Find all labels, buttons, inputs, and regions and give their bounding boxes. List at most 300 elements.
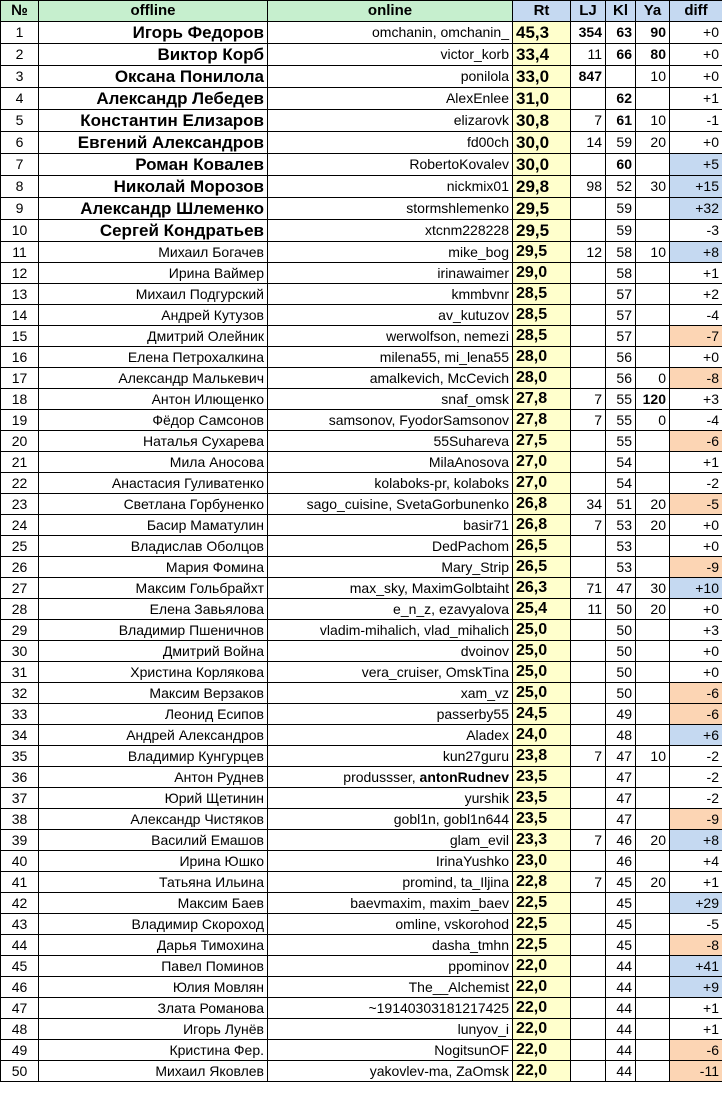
cell-ya: 30 — [636, 578, 670, 599]
table-row — [1, 176, 722, 198]
cell-rt: 22,0 — [513, 1040, 571, 1061]
cell-rt: 28,0 — [513, 347, 571, 368]
cell-rt: 22,5 — [513, 893, 571, 914]
cell-num: 36 — [1, 767, 39, 788]
table-row — [1, 1040, 722, 1061]
cell-lj — [571, 725, 606, 746]
cell-diff: +0 — [670, 132, 722, 154]
cell-diff: +3 — [670, 389, 722, 410]
cell-offline: Дарья Тимохина — [39, 935, 268, 956]
cell-diff: +0 — [670, 66, 722, 88]
cell-kl: 47 — [606, 578, 636, 599]
cell-lj — [571, 1019, 606, 1040]
cell-online: basir71 — [268, 515, 513, 536]
cell-rt: 25,0 — [513, 641, 571, 662]
cell-ya: 20 — [636, 830, 670, 851]
cell-num: 35 — [1, 746, 39, 767]
cell-diff: -7 — [670, 326, 722, 347]
cell-offline: Басир Маматулин — [39, 515, 268, 536]
cell-online: promind, ta_Iljina — [268, 872, 513, 893]
cell-online: Mary_Strip — [268, 557, 513, 578]
cell-kl: 59 — [606, 198, 636, 220]
cell-ya — [636, 767, 670, 788]
cell-rt: 30,0 — [513, 132, 571, 154]
cell-kl: 50 — [606, 641, 636, 662]
cell-online: gobl1n, gobl1n644 — [268, 809, 513, 830]
cell-online: 55Suhareva — [268, 431, 513, 452]
cell-ya — [636, 704, 670, 725]
cell-kl: 59 — [606, 220, 636, 242]
cell-diff: -2 — [670, 767, 722, 788]
cell-online: omline, vskorohod — [268, 914, 513, 935]
cell-kl: 47 — [606, 809, 636, 830]
cell-offline: Дмитрий Война — [39, 641, 268, 662]
cell-online: baevmaxim, maxim_baev — [268, 893, 513, 914]
table-row — [1, 515, 722, 536]
cell-online: werwolfson, nemezi — [268, 326, 513, 347]
table-row — [1, 198, 722, 220]
cell-diff: -8 — [670, 935, 722, 956]
cell-diff: +9 — [670, 977, 722, 998]
cell-kl: 46 — [606, 851, 636, 872]
cell-offline: Александр Чистяков — [39, 809, 268, 830]
cell-lj — [571, 368, 606, 389]
cell-offline: Михаил Подгурский — [39, 284, 268, 305]
cell-rt: 22,0 — [513, 998, 571, 1019]
table-row — [1, 809, 722, 830]
cell-online: e_n_z, ezavyalova — [268, 599, 513, 620]
cell-offline: Светлана Горбуненко — [39, 494, 268, 515]
cell-num: 42 — [1, 893, 39, 914]
table-row — [1, 1019, 722, 1040]
cell-diff: -11 — [670, 1061, 722, 1082]
cell-online: The__Alchemist — [268, 977, 513, 998]
cell-diff: +0 — [670, 44, 722, 66]
cell-num: 33 — [1, 704, 39, 725]
cell-ya — [636, 725, 670, 746]
cell-num: 19 — [1, 410, 39, 431]
cell-kl: 53 — [606, 536, 636, 557]
cell-rt: 33,4 — [513, 44, 571, 66]
cell-diff: +1 — [670, 452, 722, 473]
cell-offline: Николай Морозов — [39, 176, 268, 198]
cell-online: kolaboks-pr, kolaboks — [268, 473, 513, 494]
cell-lj — [571, 935, 606, 956]
header-kl: Kl — [606, 1, 636, 22]
cell-online: max_sky, MaximGolbtaiht — [268, 578, 513, 599]
cell-diff: -2 — [670, 746, 722, 767]
table-row — [1, 132, 722, 154]
cell-rt: 31,0 — [513, 88, 571, 110]
table-row — [1, 935, 722, 956]
cell-lj — [571, 683, 606, 704]
cell-lj — [571, 154, 606, 176]
cell-num: 27 — [1, 578, 39, 599]
table-row — [1, 788, 722, 809]
cell-num: 45 — [1, 956, 39, 977]
cell-rt: 33,0 — [513, 66, 571, 88]
cell-diff: +1 — [670, 88, 722, 110]
cell-num: 9 — [1, 198, 39, 220]
cell-ya — [636, 1061, 670, 1082]
cell-num: 47 — [1, 998, 39, 1019]
cell-lj — [571, 809, 606, 830]
cell-rt: 29,0 — [513, 263, 571, 284]
cell-num: 24 — [1, 515, 39, 536]
table-row — [1, 284, 722, 305]
cell-online: glam_evil — [268, 830, 513, 851]
cell-lj: 12 — [571, 242, 606, 263]
header-rt: Rt — [513, 1, 571, 22]
table-row — [1, 368, 722, 389]
cell-online: DedPachom — [268, 536, 513, 557]
cell-ya: 20 — [636, 132, 670, 154]
cell-online: AlexEnlee — [268, 88, 513, 110]
cell-offline: Юрий Щетинин — [39, 788, 268, 809]
cell-ya: 0 — [636, 410, 670, 431]
table-row — [1, 452, 722, 473]
cell-diff: -6 — [670, 431, 722, 452]
table-row — [1, 578, 722, 599]
cell-online: mike_bog — [268, 242, 513, 263]
cell-ya — [636, 998, 670, 1019]
cell-kl: 45 — [606, 872, 636, 893]
cell-lj: 7 — [571, 389, 606, 410]
cell-rt: 25,0 — [513, 620, 571, 641]
cell-rt: 22,5 — [513, 914, 571, 935]
table-row — [1, 431, 722, 452]
cell-online: xtcnm228228 — [268, 220, 513, 242]
table-row — [1, 220, 722, 242]
cell-lj: 34 — [571, 494, 606, 515]
header-offline: offline — [39, 1, 268, 22]
cell-online: milena55, mi_lena55 — [268, 347, 513, 368]
cell-online: omchanin, omchanin_ — [268, 22, 513, 44]
cell-num: 30 — [1, 641, 39, 662]
cell-kl: 53 — [606, 515, 636, 536]
cell-ya — [636, 977, 670, 998]
cell-diff: -4 — [670, 305, 722, 326]
cell-online: NogitsunOF — [268, 1040, 513, 1061]
cell-rt: 22,0 — [513, 1061, 571, 1082]
table-row — [1, 44, 722, 66]
cell-kl: 44 — [606, 977, 636, 998]
table-row — [1, 110, 722, 132]
cell-offline: Василий Емашов — [39, 830, 268, 851]
table-row — [1, 893, 722, 914]
cell-ya — [636, 851, 670, 872]
online-handle-bold: antonRudnev — [419, 769, 509, 785]
cell-num: 20 — [1, 431, 39, 452]
header-num: № — [1, 1, 39, 22]
online-handle: produssser, — [343, 769, 420, 785]
cell-ya — [636, 620, 670, 641]
cell-diff: +0 — [670, 536, 722, 557]
cell-rt: 23,8 — [513, 746, 571, 767]
cell-kl: 56 — [606, 368, 636, 389]
cell-rt: 28,5 — [513, 326, 571, 347]
table-row — [1, 704, 722, 725]
cell-rt: 30,0 — [513, 154, 571, 176]
cell-lj — [571, 914, 606, 935]
table-row — [1, 1061, 722, 1082]
cell-diff: +1 — [670, 872, 722, 893]
cell-num: 7 — [1, 154, 39, 176]
cell-rt: 28,0 — [513, 368, 571, 389]
cell-lj: 14 — [571, 132, 606, 154]
cell-rt: 27,5 — [513, 431, 571, 452]
cell-rt: 22,8 — [513, 872, 571, 893]
cell-ya: 20 — [636, 494, 670, 515]
cell-ya: 90 — [636, 22, 670, 44]
cell-kl: 56 — [606, 347, 636, 368]
cell-rt: 27,0 — [513, 452, 571, 473]
cell-kl: 59 — [606, 132, 636, 154]
cell-kl: 57 — [606, 284, 636, 305]
cell-rt: 27,0 — [513, 473, 571, 494]
cell-online: victor_korb — [268, 44, 513, 66]
cell-ya — [636, 473, 670, 494]
cell-ya — [636, 1019, 670, 1040]
cell-online: IrinaYushko — [268, 851, 513, 872]
table-row — [1, 22, 722, 44]
cell-rt: 26,8 — [513, 515, 571, 536]
cell-ya — [636, 893, 670, 914]
cell-online: elizarovk — [268, 110, 513, 132]
cell-lj — [571, 473, 606, 494]
cell-ya — [636, 326, 670, 347]
cell-num: 1 — [1, 22, 39, 44]
cell-num: 46 — [1, 977, 39, 998]
table-row — [1, 473, 722, 494]
cell-diff: -9 — [670, 557, 722, 578]
table-row — [1, 830, 722, 851]
cell-ya — [636, 88, 670, 110]
cell-kl: 54 — [606, 452, 636, 473]
cell-kl: 62 — [606, 88, 636, 110]
cell-lj: 11 — [571, 599, 606, 620]
cell-kl: 50 — [606, 620, 636, 641]
cell-rt: 26,8 — [513, 494, 571, 515]
cell-num: 2 — [1, 44, 39, 66]
cell-offline: Александр Лебедев — [39, 88, 268, 110]
cell-diff: -3 — [670, 220, 722, 242]
cell-offline: Павел Поминов — [39, 956, 268, 977]
cell-rt: 23,5 — [513, 767, 571, 788]
cell-diff: -6 — [670, 1040, 722, 1061]
cell-ya — [636, 536, 670, 557]
cell-num: 10 — [1, 220, 39, 242]
cell-lj — [571, 263, 606, 284]
cell-num: 34 — [1, 725, 39, 746]
table-row — [1, 536, 722, 557]
table-row — [1, 66, 722, 88]
cell-diff: +1 — [670, 263, 722, 284]
table-row — [1, 872, 722, 893]
cell-rt: 29,8 — [513, 176, 571, 198]
cell-lj: 11 — [571, 44, 606, 66]
cell-num: 41 — [1, 872, 39, 893]
cell-offline: Роман Ковалев — [39, 154, 268, 176]
cell-online: kun27guru — [268, 746, 513, 767]
cell-ya: 20 — [636, 515, 670, 536]
cell-lj — [571, 198, 606, 220]
header-online: online — [268, 1, 513, 22]
header-ya: Ya — [636, 1, 670, 22]
cell-diff: -9 — [670, 809, 722, 830]
cell-offline: Игорь Федоров — [39, 22, 268, 44]
cell-lj: 7 — [571, 830, 606, 851]
cell-ya — [636, 263, 670, 284]
cell-ya — [636, 914, 670, 935]
cell-ya — [636, 1040, 670, 1061]
cell-diff: +6 — [670, 725, 722, 746]
cell-diff: +0 — [670, 662, 722, 683]
cell-kl: 55 — [606, 431, 636, 452]
cell-rt: 29,5 — [513, 242, 571, 263]
cell-rt: 30,8 — [513, 110, 571, 132]
cell-lj — [571, 620, 606, 641]
cell-offline: Владимир Кунгурцев — [39, 746, 268, 767]
cell-diff: -6 — [670, 683, 722, 704]
cell-offline: Наталья Сухарева — [39, 431, 268, 452]
cell-diff: -2 — [670, 473, 722, 494]
cell-online: snaf_omsk — [268, 389, 513, 410]
cell-diff: +10 — [670, 578, 722, 599]
cell-online: samsonov, FyodorSamsonov — [268, 410, 513, 431]
cell-diff: -1 — [670, 110, 722, 132]
cell-num: 49 — [1, 1040, 39, 1061]
cell-lj: 7 — [571, 746, 606, 767]
cell-rt: 28,5 — [513, 305, 571, 326]
cell-num: 17 — [1, 368, 39, 389]
cell-ya — [636, 154, 670, 176]
cell-diff: -5 — [670, 914, 722, 935]
cell-rt: 45,3 — [513, 22, 571, 44]
cell-online: ppominov — [268, 956, 513, 977]
cell-kl: 57 — [606, 326, 636, 347]
cell-lj — [571, 536, 606, 557]
cell-online: amalkevich, McCevich — [268, 368, 513, 389]
cell-offline: Сергей Кондратьев — [39, 220, 268, 242]
cell-online: passerby55 — [268, 704, 513, 725]
cell-kl: 48 — [606, 725, 636, 746]
cell-lj — [571, 220, 606, 242]
cell-lj — [571, 662, 606, 683]
cell-ya — [636, 683, 670, 704]
cell-rt: 25,4 — [513, 599, 571, 620]
cell-online: MilaAnosova — [268, 452, 513, 473]
cell-kl: 52 — [606, 176, 636, 198]
cell-diff: +0 — [670, 599, 722, 620]
cell-num: 13 — [1, 284, 39, 305]
cell-ya: 20 — [636, 872, 670, 893]
cell-kl: 63 — [606, 22, 636, 44]
table-row — [1, 242, 722, 263]
cell-online: ponilola — [268, 66, 513, 88]
cell-rt: 24,0 — [513, 725, 571, 746]
cell-ya — [636, 641, 670, 662]
cell-online: nickmix01 — [268, 176, 513, 198]
cell-rt: 27,8 — [513, 410, 571, 431]
cell-kl: 66 — [606, 44, 636, 66]
cell-offline: Анастасия Гуливатенко — [39, 473, 268, 494]
cell-ya: 0 — [636, 368, 670, 389]
cell-online: dasha_tmhn — [268, 935, 513, 956]
cell-num: 39 — [1, 830, 39, 851]
table-row — [1, 956, 722, 977]
cell-online: av_kutuzov — [268, 305, 513, 326]
cell-kl: 55 — [606, 389, 636, 410]
table-row — [1, 494, 722, 515]
cell-online: ~19140303181217425 — [268, 998, 513, 1019]
cell-offline: Христина Корлякова — [39, 662, 268, 683]
cell-diff: +4 — [670, 851, 722, 872]
table-row — [1, 851, 722, 872]
cell-lj — [571, 326, 606, 347]
table-row — [1, 662, 722, 683]
cell-offline: Антон Руднев — [39, 767, 268, 788]
cell-diff: -2 — [670, 788, 722, 809]
cell-kl: 46 — [606, 830, 636, 851]
cell-num: 28 — [1, 599, 39, 620]
cell-rt: 22,5 — [513, 935, 571, 956]
cell-diff: -8 — [670, 368, 722, 389]
cell-num: 21 — [1, 452, 39, 473]
cell-diff: -5 — [670, 494, 722, 515]
cell-online: Aladex — [268, 725, 513, 746]
cell-lj — [571, 767, 606, 788]
cell-rt: 22,0 — [513, 956, 571, 977]
cell-online: lunyov_i — [268, 1019, 513, 1040]
cell-lj — [571, 704, 606, 725]
cell-diff: +0 — [670, 347, 722, 368]
cell-kl: 58 — [606, 242, 636, 263]
cell-offline: Евгений Александров — [39, 132, 268, 154]
cell-offline: Владимир Скороход — [39, 914, 268, 935]
table-row — [1, 389, 722, 410]
cell-rt: 29,5 — [513, 220, 571, 242]
cell-offline: Андрей Кутузов — [39, 305, 268, 326]
cell-online: irinawaimer — [268, 263, 513, 284]
cell-ya: 10 — [636, 110, 670, 132]
cell-offline: Злата Романова — [39, 998, 268, 1019]
cell-ya — [636, 347, 670, 368]
cell-online: yakovlev-ma, ZaOmsk — [268, 1061, 513, 1082]
cell-num: 8 — [1, 176, 39, 198]
cell-offline: Константин Елизаров — [39, 110, 268, 132]
cell-offline: Елена Петрохалкина — [39, 347, 268, 368]
cell-diff: +29 — [670, 893, 722, 914]
cell-ya: 120 — [636, 389, 670, 410]
cell-num: 3 — [1, 66, 39, 88]
cell-lj: 7 — [571, 872, 606, 893]
cell-ya — [636, 662, 670, 683]
cell-diff: -6 — [670, 704, 722, 725]
cell-online: stormshlemenko — [268, 198, 513, 220]
cell-kl: 50 — [606, 599, 636, 620]
cell-offline: Оксана Понилола — [39, 66, 268, 88]
cell-ya — [636, 788, 670, 809]
cell-kl: 44 — [606, 1040, 636, 1061]
cell-lj — [571, 557, 606, 578]
cell-lj — [571, 788, 606, 809]
cell-diff: +1 — [670, 998, 722, 1019]
cell-offline: Фёдор Самсонов — [39, 410, 268, 431]
cell-diff: -4 — [670, 410, 722, 431]
header-diff: diff — [670, 1, 722, 22]
cell-kl: 47 — [606, 788, 636, 809]
